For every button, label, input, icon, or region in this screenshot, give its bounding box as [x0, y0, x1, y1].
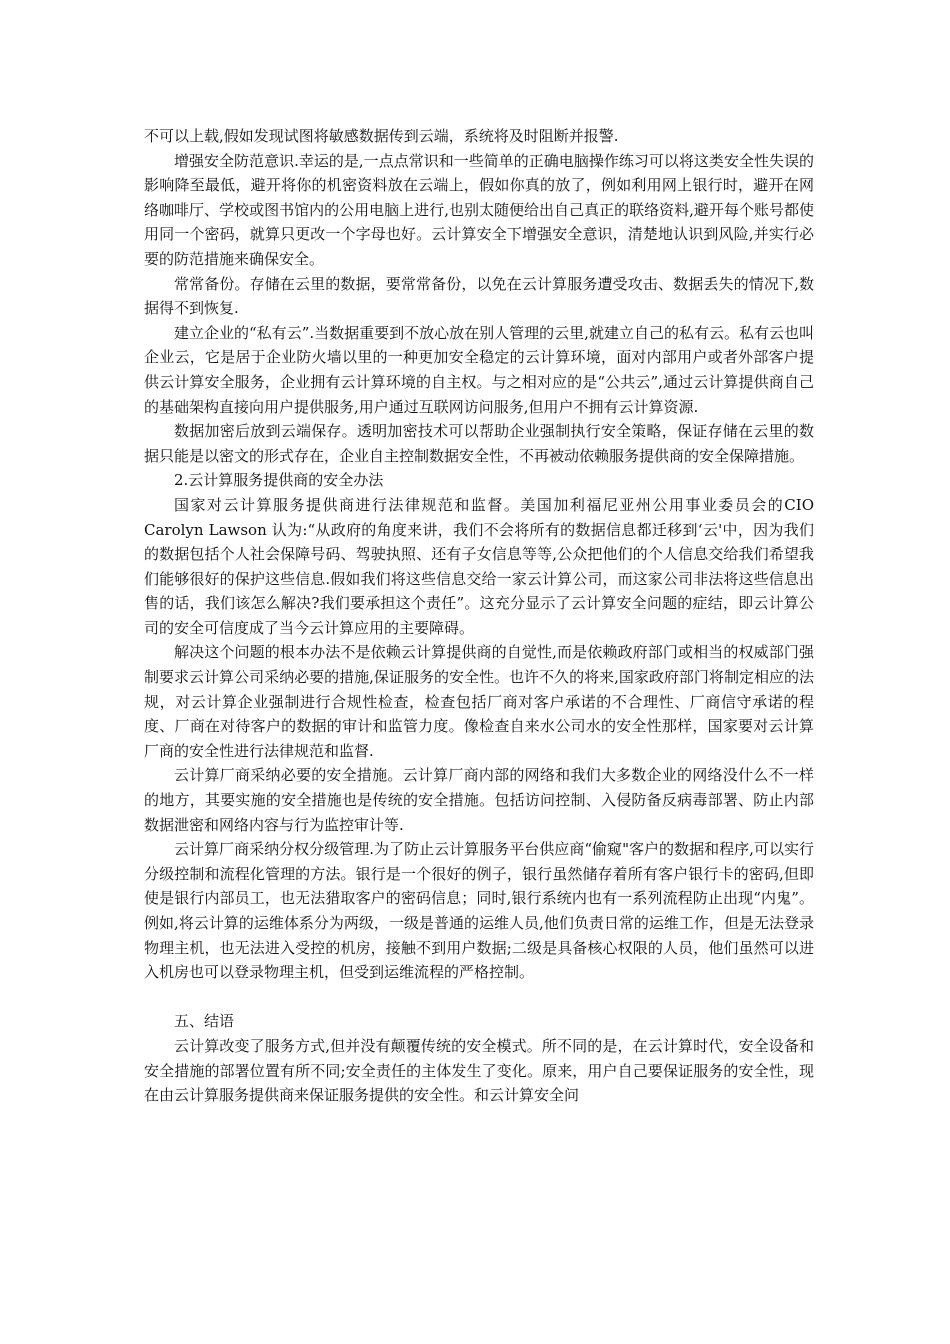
paragraph-backup: 常常备份。存储在云里的数据，要常常备份，以免在云计算服务遭受攻击、数据丢失的情况下,数据得不到恢复. [144, 274, 814, 318]
paragraph-fundamental-solution: 解决这个问题的根本办法不是依赖云计算提供商的自觉性,而是依赖政府部门或相当的权威部门强制要求云计算公司采纳必要的措施,保证服务的安全性。也许不久的将来,国家政府部门将制定相应的法规，对云计算企业强制进行合规性检查，检查包括厂商对客户承诺的不合理性、厂商信守承诺的程度、厂商在对待客户的数据的审计和监管力度。像检查自来水公司水的安全性那样，国家要对云计算厂商的安全性进行法律规范和监督. [144, 643, 814, 760]
subsection-heading-provider-measures: 2.云计算服务提供商的安全办法 [174, 471, 384, 490]
section-spacer [144, 985, 814, 1010]
document-page [144, 124, 814, 1108]
paragraph-upload-block: 不可以上载,假如发现试图将敏感数据传到云端，系统将及时阻断并报警. [144, 127, 619, 145]
paragraph-tiered-management: 云计算厂商采纳分权分级管理.为了防止云计算服务平台供应商“偷窥"客户的数据和程序,可以实行分级控制和流程化管理的方法。银行是一个很好的例子，银行虽然储存着所有客户银行卡的密码,但即使是银行内部员工，也无法猎取客户的密码信息；同时,银行系统内也有一系列流程防止出现“内鬼”。例如,将云计算的运维体系分为两级，一级是普通的运维人员,他们负责日常的运维工作，但是无法登录物理主机，也无法进入受控的机房，接触不到用户数据;二级是具备核心权限的人员，他们虽然可以进入机房也可以登录物理主机，但受到运维流程的严格控制。 [144, 840, 814, 982]
paragraph-private-cloud: 建立企业的“私有云”.当数据重要到不放心放在别人管理的云里,就建立自己的私有云。私有云也叫企业云，它是居于企业防火墙以里的一种更加安全稳定的云计算环境，面对内部用户或者外部客户提供云计算安全服务，企业拥有云计算环境的自主权。与之相对应的是“公共云”,通过云计算提供商自己的基础架构直接向用户提供服务,用户通过互联网访问服务,但用户不拥有云计算资源. [144, 323, 814, 416]
paragraph-security-measures: 云计算厂商采纳必要的安全措施。云计算厂商内部的网络和我们大多数企业的网络没什么不一样的地方，其要实施的安全措施也是传统的安全措施。包括访问控制、入侵防备反病毒部署、防止内部数据泄密和网络内容与行为监控审计等. [144, 766, 814, 834]
section-heading-conclusion: 五、结语 [174, 1012, 235, 1031]
paragraph-encryption: 数据加密后放到云端保存。透明加密技术可以帮助企业强制执行安全策略，保证存储在云里的数据只能是以密文的形式存在，企业自主控制数据安全性，不再被动依赖服务提供商的安全保障措施。 [144, 422, 814, 465]
paragraph-conclusion: 云计算改变了服务方式,但并没有颠覆传统的安全模式。所不同的是，在云计算时代，安全设备和安全措施的部署位置有所不同;安全责任的主体发生了变化。原来，用户自己要保证服务的安全性，现在由云计算服务提供商来保证服务提供的安全性。和云计算安全问 [144, 1036, 814, 1105]
paragraph-legal-regulation: 国家对云计算服务提供商进行法律规范和监督。美国加利福尼亚州公用事业委员会的CIO Carolyn Lawson 认为:“从政府的角度来讲，我们不会将所有的数据信息都迁移到‘云'中，因为我们的数据包括个人社会保障号码、驾驶执照、还有子女信息等等,公众把他们的个人信息交给我们希望我们能够很好的保护这些信息.假如我们将这些信息交给一家云计算公司，而这家公司非法将这些信息出售的话，我们该怎么解决?我们要承担这个责任”。这充分显示了云计算安全问题的症结，即云计算公司的安全可信度成了当今云计算应用的主要障碍。 [144, 495, 814, 637]
paragraph-security-awareness: 增强安全防范意识.幸运的是,一点点常识和一些简单的正确电脑操作练习可以将这类安全性失误的影响降至最低，避开将你的机密资料放在云端上，假如你真的放了，例如利用网上银行时，避开在网络咖啡厅、学校或图书馆内的公用电脑上进行,也别太随便给出自己真正的联络资料,避开每个账号都使用同一个密码，就算只更改一个字母也好。云计算安全下增强安全意识，清楚地认识到风险,并实行必要的防范措施来确保安全。 [144, 151, 814, 268]
